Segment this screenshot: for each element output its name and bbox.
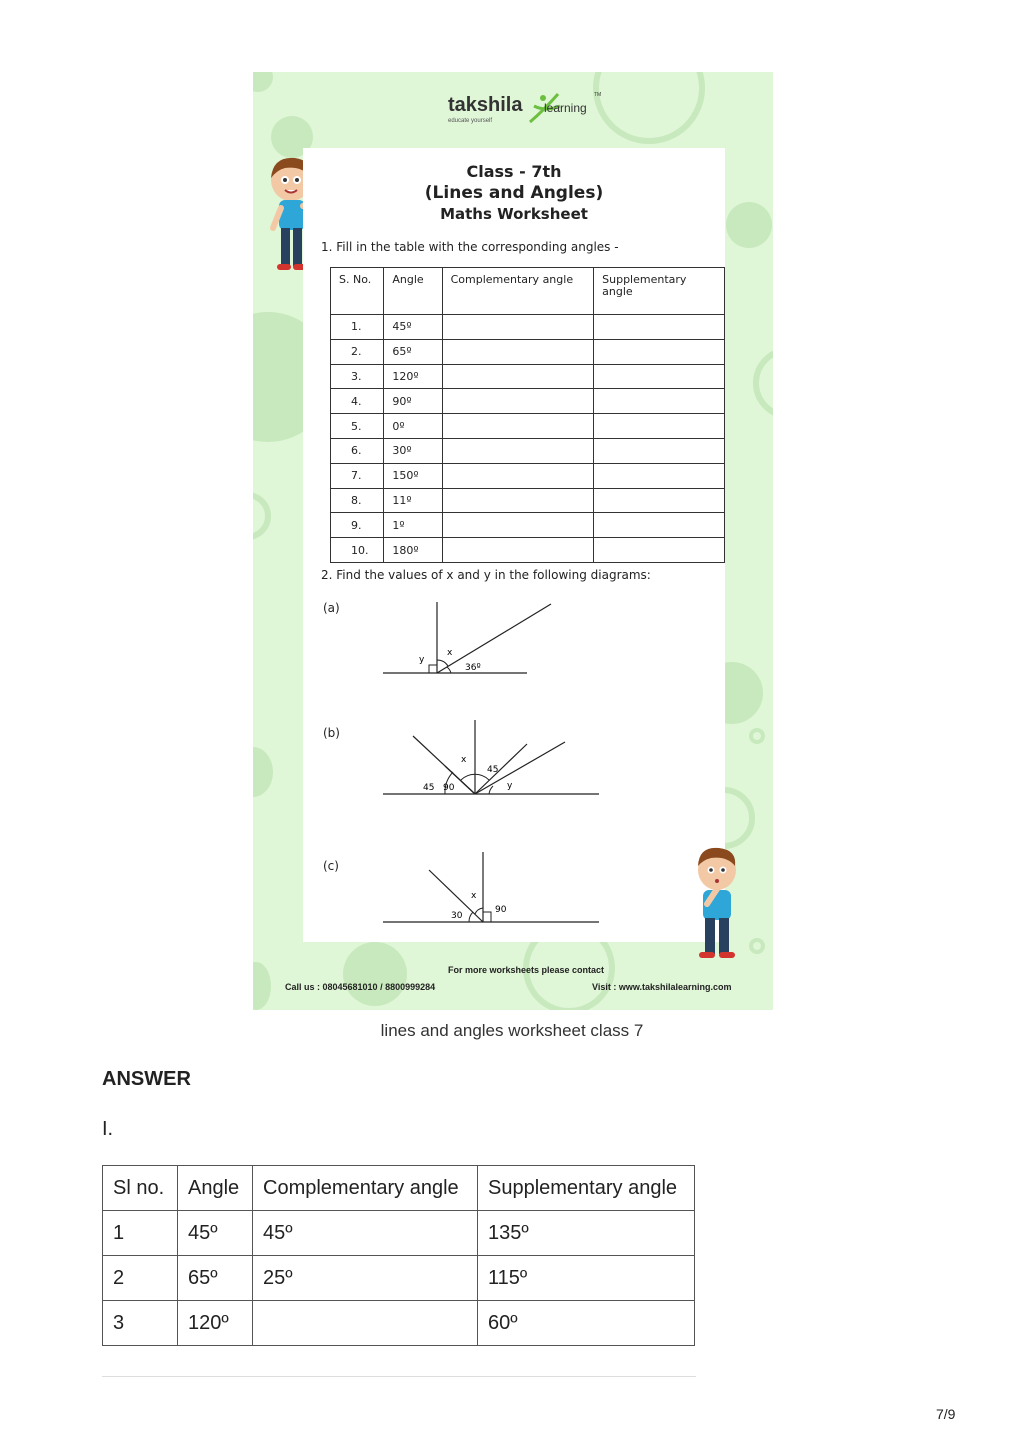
diagram-b-x: x: [461, 755, 467, 765]
decor-circle: [253, 962, 271, 1010]
page-number: 7/9: [936, 1406, 956, 1422]
decor-circle: [253, 72, 273, 92]
answer-table-row: [103, 1301, 695, 1346]
logo-tm: TM: [594, 92, 602, 98]
worksheet-table-row: [331, 389, 725, 414]
worksheet-table-cell: 10.: [331, 538, 384, 563]
answer-table-row: [103, 1256, 695, 1301]
diagram-c-left: 30: [451, 911, 463, 921]
diagram-c-label: (c): [323, 859, 339, 873]
worksheet-table-cell: [594, 414, 725, 439]
worksheet-table-cell: [442, 438, 594, 463]
decor-circle: [253, 492, 271, 540]
diagram-b-left: 45: [423, 783, 435, 793]
answer-table-header: Complementary angle: [253, 1166, 478, 1211]
answer-table-cell: 1: [103, 1211, 178, 1256]
answer-table-cell: 120º: [178, 1301, 253, 1346]
worksheet-table-cell: 120º: [384, 364, 442, 389]
worksheet-table-cell: [442, 414, 594, 439]
worksheet-image: [253, 72, 773, 1010]
answer-table-cell: 65º: [178, 1256, 253, 1301]
worksheet-sheet: [303, 148, 725, 942]
worksheet-table-row: [331, 315, 725, 340]
diagram-b: [381, 718, 603, 798]
worksheet-table-cell: 3.: [331, 364, 384, 389]
worksheet-table-cell: [594, 463, 725, 488]
worksheet-table-cell: 9.: [331, 513, 384, 538]
worksheet-table-cell: [442, 339, 594, 364]
diagram-b-label: (b): [323, 726, 340, 740]
worksheet-table-row: [331, 513, 725, 538]
image-caption: lines and angles worksheet class 7: [380, 1021, 644, 1040]
logo-brand-suffix: learning: [544, 101, 587, 115]
worksheet-table-cell: 11º: [384, 488, 442, 513]
worksheet-title-line-3: Maths Worksheet: [440, 205, 588, 223]
logo-brand: takshila: [448, 94, 523, 116]
worksheet-table-cell: [594, 315, 725, 340]
answer-table-cell: 60º: [478, 1301, 695, 1346]
worksheet-table-cell: [594, 364, 725, 389]
answer-table-cell: 45º: [253, 1211, 478, 1256]
footer-visit: Visit : www.takshilalearning.com: [592, 982, 732, 992]
worksheet-table-cell: 4.: [331, 389, 384, 414]
worksheet-table-cell: [594, 538, 725, 563]
diagram-b-y: y: [507, 781, 513, 791]
worksheet-table-cell: 30º: [384, 438, 442, 463]
worksheet-table-header: Complementary angle: [442, 268, 594, 315]
decor-circle: [253, 747, 273, 797]
worksheet-table-row: [331, 414, 725, 439]
footer-call-us: Call us : 08045681010 / 8800999284: [285, 982, 436, 992]
diagram-c: [381, 848, 603, 926]
worksheet-table-cell: 45º: [384, 315, 442, 340]
worksheet-table-cell: 7.: [331, 463, 384, 488]
worksheet-table-cell: [442, 463, 594, 488]
worksheet-table-row: [331, 463, 725, 488]
question-2: 2. Find the values of x and y in the following diagrams:: [321, 568, 651, 582]
decor-circle: [753, 347, 773, 419]
decor-circle: [593, 72, 705, 144]
logo-tagline: educate yourself: [448, 118, 493, 124]
worksheet-table-cell: [442, 364, 594, 389]
answer-table-cell: 25º: [253, 1256, 478, 1301]
decor-circle: [749, 728, 765, 744]
worksheet-table-cell: [442, 538, 594, 563]
worksheet-title-line-2: (Lines and Angles): [424, 183, 604, 203]
decor-circle: [749, 938, 765, 954]
worksheet-table-cell: 90º: [384, 389, 442, 414]
diagram-a-x: x: [447, 648, 453, 658]
worksheet-table-cell: 8.: [331, 488, 384, 513]
worksheet-table-header: Angle: [384, 268, 442, 315]
worksheet-table-cell: [594, 389, 725, 414]
answer-table: [102, 1165, 695, 1346]
worksheet-table-row: [331, 488, 725, 513]
worksheet-table-cell: [594, 339, 725, 364]
answer-heading: ANSWER: [102, 1068, 191, 1090]
takshila-logo: [448, 88, 608, 138]
decor-circle: [726, 202, 772, 248]
answer-table-row: [103, 1211, 695, 1256]
answer-table-cell: 2: [103, 1256, 178, 1301]
worksheet-table-row: [331, 438, 725, 463]
answer-table-header: Angle: [178, 1166, 253, 1211]
worksheet-table-cell: [594, 513, 725, 538]
diagram-b-right: 45: [487, 765, 499, 775]
diagram-c-right: 90: [495, 905, 507, 915]
worksheet-table-cell: [442, 513, 594, 538]
worksheet-table-cell: [594, 438, 725, 463]
worksheet-table-cell: [442, 488, 594, 513]
worksheet-table-cell: 180º: [384, 538, 442, 563]
diagram-c-x: x: [471, 891, 477, 901]
answer-section-number: I.: [102, 1118, 114, 1140]
decor-circle: [343, 942, 407, 1006]
worksheet-table-cell: 0º: [384, 414, 442, 439]
worksheet-table-header: S. No.: [331, 268, 384, 315]
diagram-b-middle: 90: [443, 783, 455, 793]
worksheet-table-cell: [442, 389, 594, 414]
boy-thinking-illustration: [689, 846, 749, 968]
answer-table-cell: 3: [103, 1301, 178, 1346]
answer-table-cell: 45º: [178, 1211, 253, 1256]
worksheet-table-cell: [594, 488, 725, 513]
worksheet-table-row: [331, 339, 725, 364]
answer-table-cell: [253, 1301, 478, 1346]
worksheet-table-header: Supplementary angle: [594, 268, 725, 315]
worksheet-table-cell: [442, 315, 594, 340]
footer-more-worksheets: For more worksheets please contact: [448, 965, 605, 975]
worksheet-table-cell: 5.: [331, 414, 384, 439]
answer-table-header: Supplementary angle: [478, 1166, 695, 1211]
answer-table-cell: 115º: [478, 1256, 695, 1301]
question-1: 1. Fill in the table with the corresponding angles -: [321, 240, 619, 254]
worksheet-table-cell: 65º: [384, 339, 442, 364]
worksheet-table-row: [331, 538, 725, 563]
worksheet-table-cell: 2.: [331, 339, 384, 364]
worksheet-table-row: [331, 364, 725, 389]
worksheet-table: [330, 267, 725, 563]
answer-table-cell: 135º: [478, 1211, 695, 1256]
diagram-a-y: y: [419, 655, 425, 665]
worksheet-table-cell: 150º: [384, 463, 442, 488]
answer-table-header: Sl no.: [103, 1166, 178, 1211]
worksheet-table-cell: 1.: [331, 315, 384, 340]
diagram-a: [381, 596, 561, 676]
table-cut-edge: [102, 1376, 696, 1377]
worksheet-table-cell: 6.: [331, 438, 384, 463]
worksheet-table-cell: 1º: [384, 513, 442, 538]
diagram-a-label: (a): [323, 601, 340, 615]
worksheet-title-line-1: Class - 7th: [466, 162, 562, 181]
diagram-a-angle: 36º: [465, 663, 481, 673]
